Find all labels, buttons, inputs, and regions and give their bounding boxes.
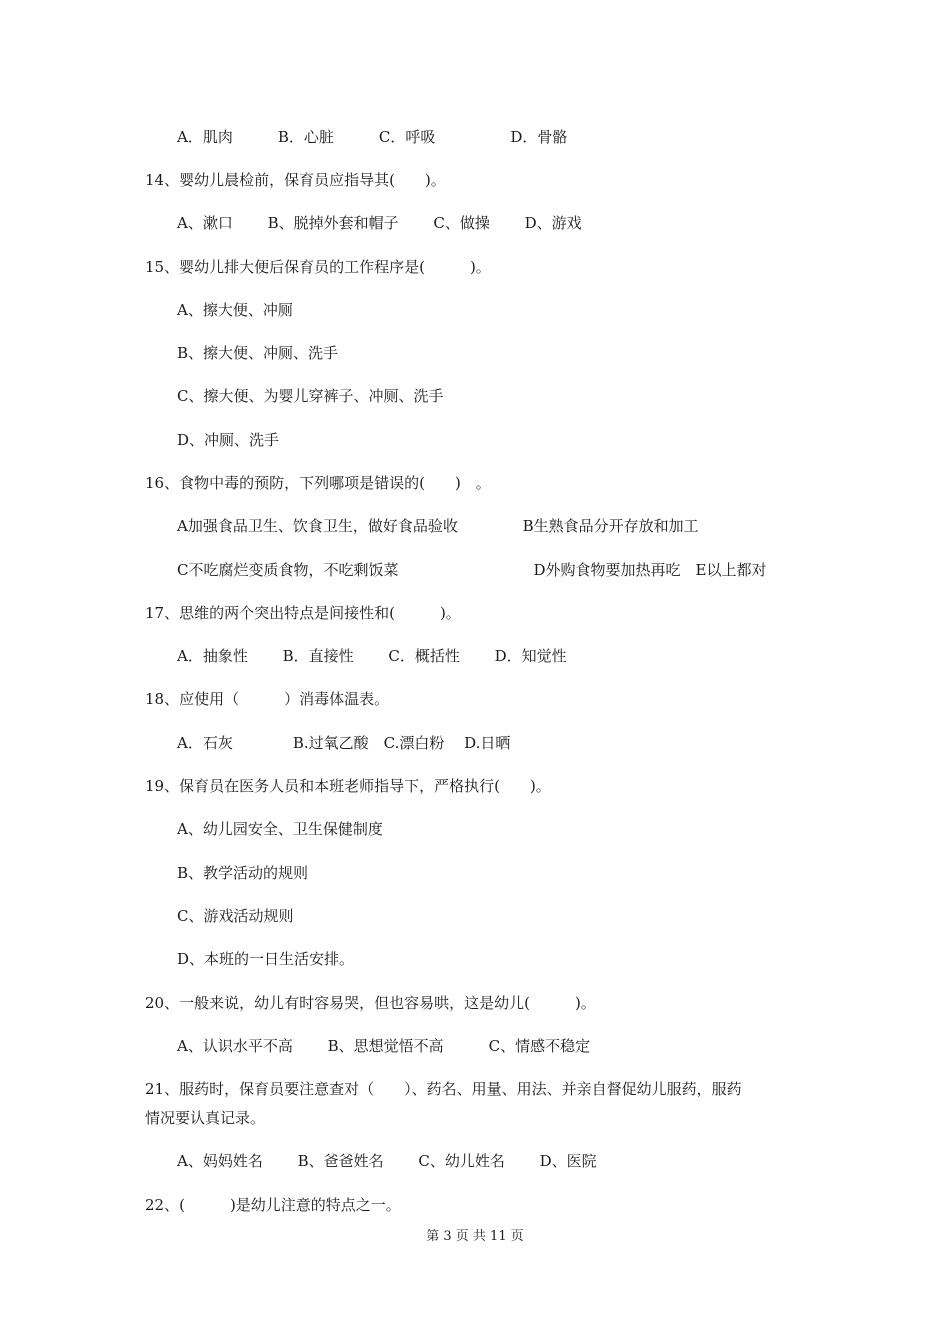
q15-option-a: A、擦大便、冲厕 bbox=[177, 301, 293, 319]
q22-text: 22、( )是幼儿注意的特点之一。 bbox=[145, 1196, 401, 1214]
q19-option-a: A、幼儿园安全、卫生保健制度 bbox=[177, 820, 383, 838]
q20-text: 20、一般来说，幼儿有时容易哭，但也容易哄，这是幼儿( )。 bbox=[145, 994, 596, 1012]
q18-text: 18、应使用（ ）消毒体温表。 bbox=[145, 690, 390, 708]
q14-text: 14、婴幼儿晨检前，保育员应指导其( )。 bbox=[145, 171, 446, 189]
q19-text: 19、保育员在医务人员和本班老师指导下，严格执行( )。 bbox=[145, 777, 551, 795]
q13-options: A．肌肉 B．心脏 C．呼吸 D．骨骼 bbox=[177, 128, 568, 146]
q19-option-c: C、游戏活动规则 bbox=[177, 907, 294, 925]
q16-text: 16、食物中毒的预防，下列哪项是错误的( ) 。 bbox=[145, 474, 491, 492]
q15-option-b: B、擦大便、冲厕、洗手 bbox=[177, 344, 339, 362]
q21-text: 21、服药时，保育员要注意查对（ ）、药名、用量、用法、并亲自督促幼儿服药，服药 bbox=[145, 1080, 742, 1098]
q21-option: A、妈妈姓名 B、爸爸姓名 C、幼儿姓名 D、医院 bbox=[177, 1152, 597, 1170]
q15-option-d: D、冲厕、洗手 bbox=[177, 431, 280, 449]
q14-option: A、漱口 B、脱掉外套和帽子 C、做操 D、游戏 bbox=[177, 214, 582, 232]
q17-option: A．抽象性 B．直接性 C．概括性 D．知觉性 bbox=[177, 647, 567, 665]
q18-option: A．石灰 B.过氧乙酸 C.漂白粉 D.日晒 bbox=[177, 734, 511, 752]
q15-option-c: C、擦大便、为婴儿穿裤子、冲厕、洗手 bbox=[177, 387, 444, 405]
q21-text-cont: 情况要认真记录。 bbox=[145, 1109, 266, 1127]
page-footer: 第 3 页 共 11 页 bbox=[426, 1229, 524, 1244]
q15-text: 15、婴幼儿排大便后保育员的工作程序是( )。 bbox=[145, 258, 491, 276]
q19-option-d: D、本班的一日生活安排。 bbox=[177, 950, 355, 968]
q16-option-row2: C不吃腐烂变质食物，不吃剩饭菜 D外购食物要加热再吃 E以上都对 bbox=[177, 561, 767, 579]
q16-option-row1: A加强食品卫生、饮食卫生，做好食品验收 B生熟食品分开存放和加工 bbox=[177, 517, 699, 535]
q20-option: A、认识水平不高 B、思想觉悟不高 C、情感不稳定 bbox=[177, 1037, 591, 1055]
q17-text: 17、思维的两个突出特点是间接性和( )。 bbox=[145, 604, 461, 622]
q19-option-b: B、教学活动的规则 bbox=[177, 864, 309, 882]
